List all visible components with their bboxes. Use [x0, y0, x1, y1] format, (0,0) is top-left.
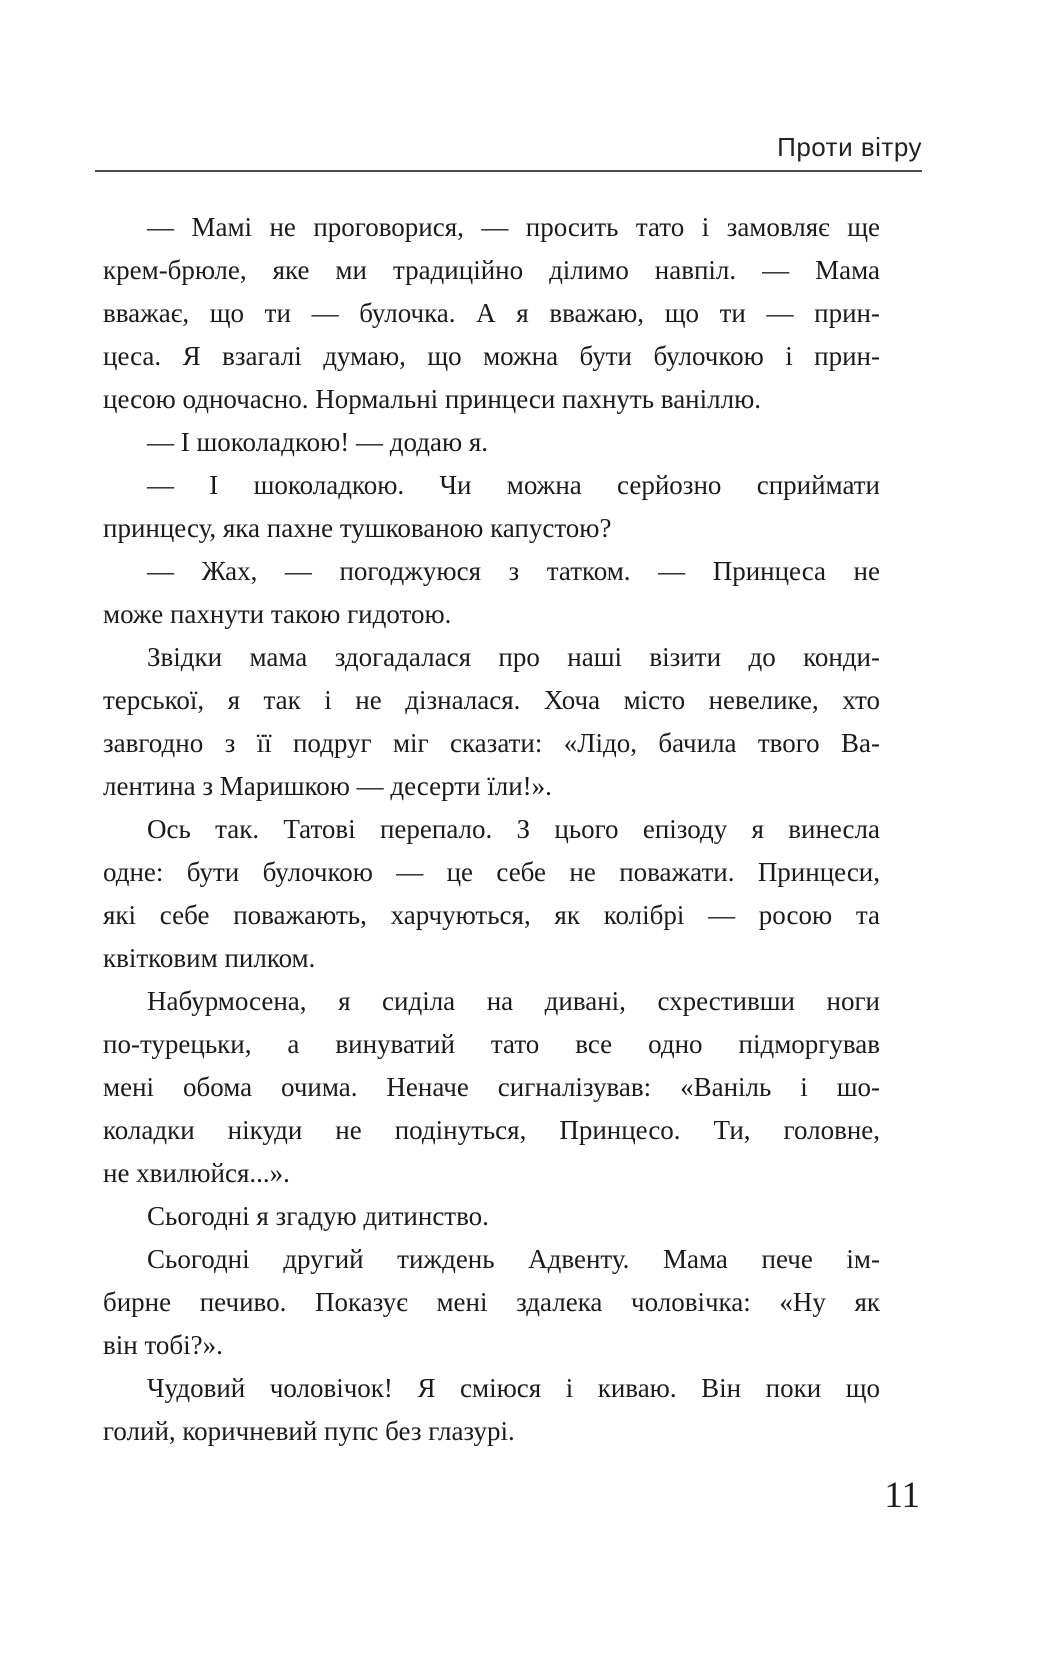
- page-number: 11: [884, 1475, 920, 1516]
- text-line: одне: бути булочкою — це себе не поважати. Принцеси,: [103, 857, 880, 887]
- text-line: Сьогодні другий тиждень Адвенту. Мама пече ім-: [147, 1244, 880, 1274]
- text-line: цесою одночасно. Нормальні принцеси пахнуть ваніллю.: [103, 384, 761, 414]
- text-line: — Мамі не проговорися, — просить тато і замовляє ще: [147, 212, 880, 242]
- text-line: — І шоколадкою. Чи можна серйозно сприймати: [147, 470, 880, 500]
- running-header-title: Проти вітру: [777, 132, 922, 162]
- text-line: мені обома очима. Неначе сигналізував: «Ваніль і шо-: [103, 1072, 880, 1102]
- text-line: цеса. Я взагалі думаю, що можна бути булочкою і прин-: [103, 341, 880, 371]
- text-line: завгодно з її подруг міг сказати: «Лідо, бачила твого Ва-: [103, 728, 880, 758]
- text-line: квітковим пилком.: [103, 943, 316, 973]
- text-line: Ось так. Татові перепало. З цього епізоду я винесла: [147, 814, 880, 844]
- text-line: Сьогодні я згадую дитинство.: [147, 1201, 489, 1231]
- text-line: вважає, що ти — булочка. А я вважаю, що ти — прин-: [103, 298, 880, 328]
- text-line: — Жах, — погоджуюся з татком. — Принцеса не: [147, 556, 880, 586]
- text-line: він тобі?».: [103, 1330, 223, 1360]
- text-line: — І шоколадкою! — додаю я.: [147, 427, 489, 457]
- text-line: принцесу, яка пахне тушкованою капустою?: [103, 513, 612, 543]
- text-line: Набурмосена, я сиділа на дивані, схрестивши ноги: [147, 986, 880, 1016]
- text-line: може пахнути такою гидотою.: [103, 599, 452, 629]
- text-line: коладки нікуди не подінуться, Принцесо. Ти, головне,: [103, 1115, 880, 1145]
- text-line: лентина з Маришкою — десерти їли!».: [103, 771, 552, 801]
- header-rule: [95, 170, 922, 172]
- text-line: голий, коричневий пупс без глазурі.: [103, 1416, 515, 1446]
- text-line: бирне печиво. Показує мені здалека чоловічка: «Ну як: [103, 1287, 880, 1317]
- text-line: які себе поважають, харчуються, як колібрі — росою та: [103, 900, 880, 930]
- text-line: Чудовий чоловічок! Я сміюся і киваю. Він поки що: [147, 1373, 880, 1403]
- text-line: крем-брюле, яке ми традиційно ділимо навпіл. — Мама: [103, 255, 880, 285]
- text-line: не хвилюйся...».: [103, 1158, 290, 1188]
- text-line: Звідки мама здогадалася про наші візити до конди-: [147, 642, 880, 672]
- text-line: терської, я так і не дізналася. Хоча місто невелике, хто: [103, 685, 880, 715]
- body-text: [103, 206, 880, 1453]
- text-line: по-турецьки, а винуватий тато все одно підморгував: [103, 1029, 880, 1059]
